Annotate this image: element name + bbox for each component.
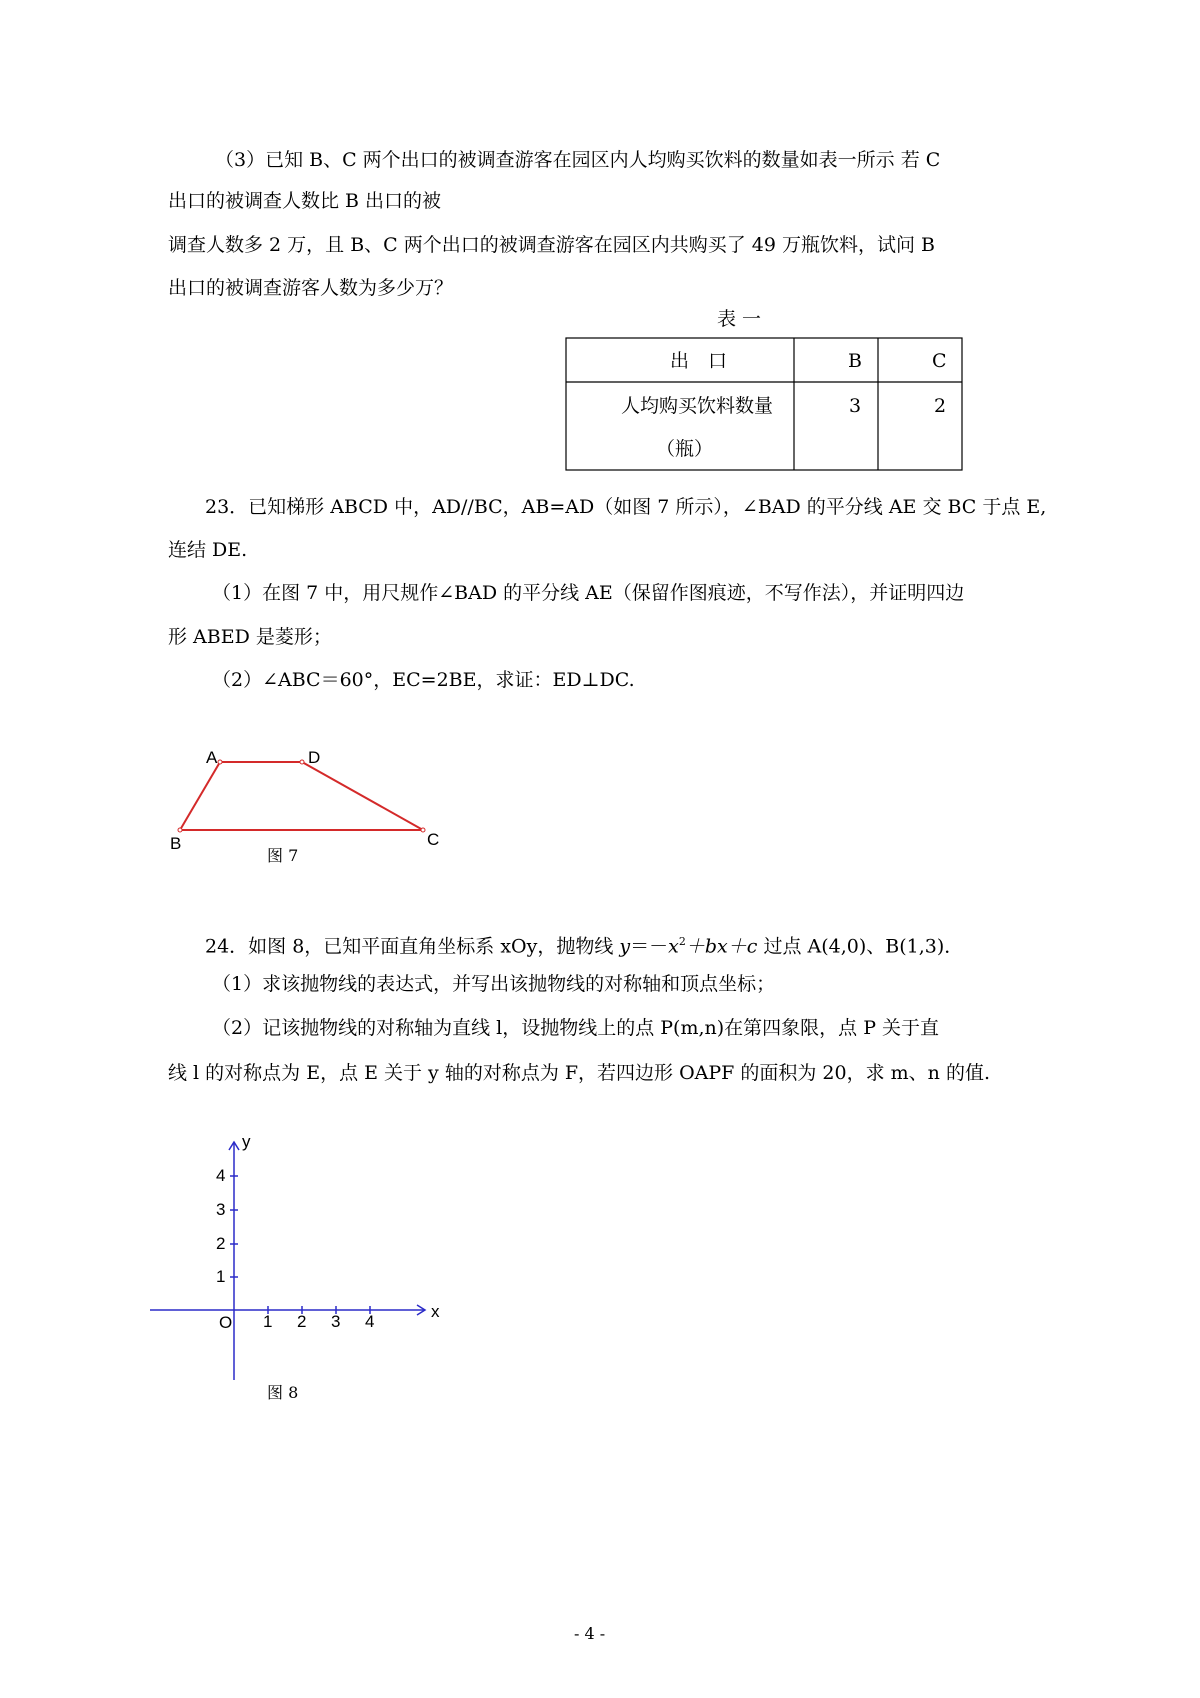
table-caption: 表 一 [717, 308, 762, 330]
fig8-y-axis-label: y [242, 1132, 251, 1151]
table-row-unit: （瓶） [656, 438, 714, 460]
fig7-label-a: A [206, 748, 218, 767]
fig8-y-tick-4: 4 [216, 1166, 226, 1185]
q24-line1-pre: 24．如图 8，已知平面直角坐标系 xOy，抛物线 [205, 935, 620, 958]
table-row-label: 人均购买饮料数量 [621, 395, 774, 417]
fig8-y-tick-3: 3 [216, 1200, 226, 1219]
q23-line1: 23．已知梯形 ABCD 中，AD//BC，AB=AD（如图 7 所示），∠BAD 的平分线 AE 交 BC 于点 E, [205, 496, 1047, 518]
table-value-b: 3 [849, 395, 862, 417]
q24-line3: （2）记该抛物线的对称轴为直线 l，设抛物线上的点 P(m,n)在第四象限，点 P 关于直 [212, 1017, 940, 1039]
fig8-x-axis-label: x [431, 1302, 440, 1321]
q22-3-line2: 出口的被调查人数比 B 出口的被 [168, 190, 442, 212]
fig8-y-tick-1: 1 [216, 1267, 226, 1286]
table-value-c: 2 [934, 395, 947, 417]
fig7-caption: 图 7 [267, 846, 299, 865]
fig8-x-tick-3: 3 [331, 1312, 341, 1331]
fig8-caption: 图 8 [267, 1383, 299, 1402]
q23-line4: 形 ABED 是菱形； [168, 626, 332, 648]
fig7-label-c: C [427, 830, 440, 849]
formula-x: x [668, 935, 679, 958]
q23-line3: （1）在图 7 中，用尺规作∠BAD 的平分线 AE（保留作图痕迹，不写作法），并证明四边 [212, 582, 965, 604]
q22-3-line3: 调查人数多 2 万，且 B、C 两个出口的被调查游客在园区内共购买了 49 万瓶饮料，试问 B [168, 234, 936, 256]
q22-3-line4: 出口的被调查游客人数为多少万？ [168, 277, 454, 299]
formula-rest: ＋bx＋c [685, 935, 758, 958]
fig8-origin-label: O [219, 1313, 233, 1332]
q22-3-line1: （3）已知 B、C 两个出口的被调查游客在园区内人均购买饮料的数量如表一所示 若 C [215, 149, 941, 171]
table-header-c: C [932, 350, 947, 372]
page-number: - 4 - [574, 1624, 606, 1643]
formula-exp: 2 [678, 935, 686, 948]
table-header-b: B [848, 350, 862, 372]
fig7-label-d: D [308, 748, 321, 767]
q24-line4: 线 l 的对称点为 E，点 E 关于 y 轴的对称点为 F，若四边形 OAPF 的面积为 20，求 m、n 的值. [168, 1062, 990, 1084]
q23-line2: 连结 DE. [168, 539, 248, 561]
fig7-label-b: B [170, 834, 182, 853]
table-header-outlet: 出 口 [670, 350, 728, 372]
fig8-x-tick-2: 2 [297, 1312, 307, 1331]
q24-line2: （1）求该抛物线的表达式，并写出该抛物线的对称轴和顶点坐标； [212, 973, 776, 995]
fig8-y-tick-2: 2 [216, 1234, 226, 1253]
fig8-x-tick-4: 4 [365, 1312, 375, 1331]
q24-line1-post: 过点 A(4,0)、B(1,3)． [757, 935, 964, 958]
formula-y: y [619, 935, 631, 958]
q23-line5: （2）∠ABC＝60°，EC=2BE，求证：ED⊥DC. [212, 669, 635, 691]
formula-mid: ＝－ [630, 935, 669, 958]
fig8-x-tick-1: 1 [263, 1312, 273, 1331]
